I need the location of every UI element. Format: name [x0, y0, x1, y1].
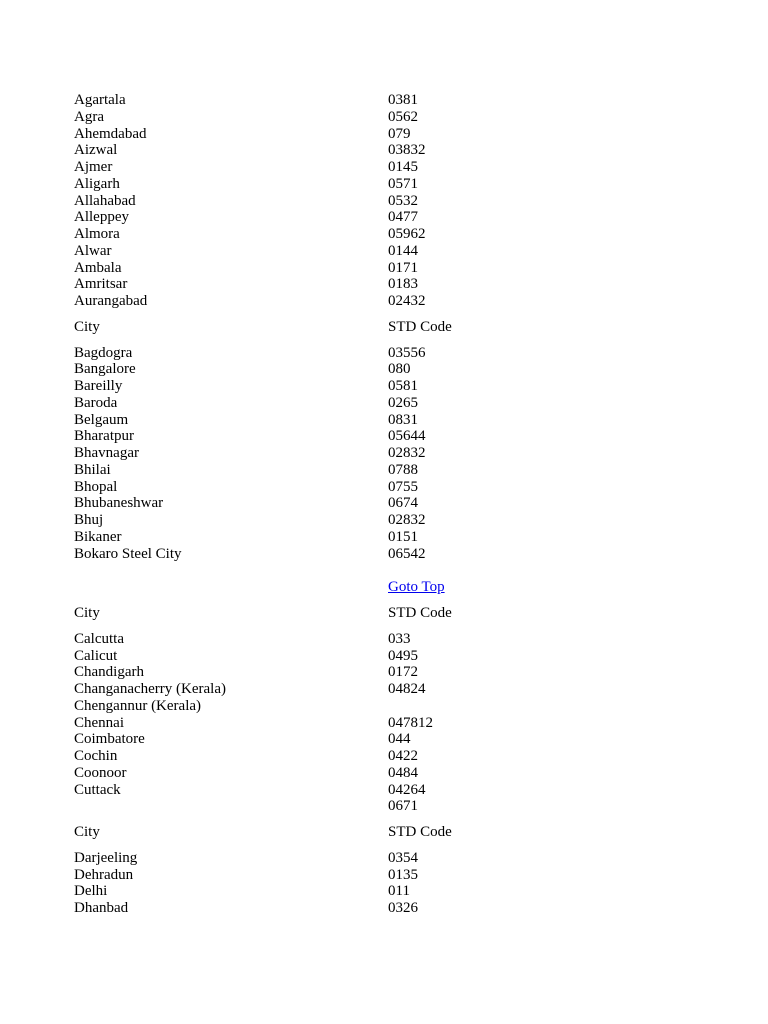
city-name: Dehradun	[74, 866, 134, 883]
section-c-rows	[74, 631, 594, 815]
table-row	[74, 109, 594, 126]
table-row	[74, 243, 594, 260]
city-name: Agra	[74, 108, 104, 125]
city-name: Bhilai	[74, 461, 111, 478]
std-code: 047812	[388, 714, 433, 731]
city-name: Aizwal	[74, 142, 118, 159]
std-code: 0326	[388, 900, 418, 916]
std-code: 0484	[388, 764, 418, 781]
std-code: 03556	[388, 344, 426, 361]
table-row	[74, 715, 594, 732]
std-code: 0422	[388, 748, 418, 764]
std-code: 0151	[388, 528, 418, 545]
std-code-header: STD Code	[388, 605, 452, 621]
table-row	[74, 345, 594, 362]
section-b	[74, 345, 594, 563]
city-name: Cochin	[74, 748, 118, 764]
std-code: 0265	[388, 394, 418, 411]
table-row	[74, 193, 594, 210]
city-name: Amritsar	[74, 276, 128, 293]
std-code: 02832	[388, 512, 426, 528]
city-name: Bhuj	[74, 512, 104, 528]
city-name: Cuttack	[74, 781, 121, 798]
city-name: Bhavnagar	[74, 445, 139, 461]
city-name: Ahemdabad	[74, 125, 147, 142]
table-row	[74, 850, 594, 867]
section-a-rows	[74, 92, 594, 310]
city-name: Almora	[74, 226, 120, 242]
city-name: Coimbatore	[74, 731, 145, 748]
table-row	[74, 176, 594, 193]
table-row	[74, 445, 594, 462]
std-code: 02832	[388, 445, 426, 461]
table-row	[74, 529, 594, 546]
std-code: 0381	[388, 92, 418, 108]
column-header	[74, 605, 594, 622]
table-row	[74, 900, 594, 917]
table-row	[74, 664, 594, 681]
city-name: Ambala	[74, 259, 122, 276]
table-row	[74, 883, 594, 900]
std-code: 0171	[388, 259, 418, 276]
table-row	[74, 378, 594, 395]
std-code: 02432	[388, 293, 426, 309]
city-name: Bhubaneshwar	[74, 495, 164, 512]
std-code: 04264	[388, 781, 426, 798]
std-code: 0532	[388, 192, 418, 209]
section-d	[74, 850, 594, 917]
city-name: Alleppey	[74, 209, 129, 226]
std-code: 05644	[388, 428, 426, 445]
table-row	[74, 92, 594, 109]
std-code: 011	[388, 883, 410, 900]
spacer	[74, 562, 594, 579]
table-row	[74, 293, 594, 310]
std-code: 05962	[388, 226, 426, 242]
std-code: 0755	[388, 478, 418, 495]
std-code: 0477	[388, 209, 418, 226]
city-name: Baroda	[74, 394, 118, 411]
city-name: Changanacherry (Kerala)	[74, 681, 226, 697]
goto-top-row	[74, 579, 594, 596]
city-name: Bharatpur	[74, 428, 134, 445]
std-code: 044	[388, 731, 411, 748]
table-row	[74, 260, 594, 277]
std-code: 0354	[388, 849, 418, 866]
table-row	[74, 648, 594, 665]
std-code: 0674	[388, 495, 418, 512]
table-row	[74, 276, 594, 293]
section-b-rows	[74, 345, 594, 563]
table-row	[74, 512, 594, 529]
std-code	[388, 698, 594, 715]
city-name: Chandigarh	[74, 664, 144, 681]
city-name: Dhanbad	[74, 900, 129, 916]
std-code: 0183	[388, 276, 418, 293]
city-name: Ajmer	[74, 159, 113, 175]
city-name: Chengannur (Kerala)	[74, 697, 202, 714]
std-code: 0562	[388, 108, 418, 125]
std-code: 04824	[388, 681, 426, 697]
city-name: Coonoor	[74, 764, 127, 781]
table-row	[74, 731, 594, 748]
table-row	[74, 412, 594, 429]
table-row	[74, 631, 594, 648]
city-name: Chennai	[74, 714, 124, 731]
std-code: 0495	[388, 647, 418, 664]
std-code: 0144	[388, 242, 418, 259]
city-name: Bikaner	[74, 528, 122, 545]
column-header	[74, 319, 594, 336]
std-code: 0581	[388, 378, 418, 394]
city-header: City	[74, 605, 100, 621]
city-name: Bhopal	[74, 478, 118, 495]
table-row	[74, 361, 594, 378]
city-name: Bareilly	[74, 378, 123, 394]
std-code: 0788	[388, 461, 418, 478]
goto-top-spacer	[74, 579, 388, 596]
std-code: 0135	[388, 866, 418, 883]
table-row	[74, 428, 594, 445]
std-code: 0172	[388, 664, 418, 681]
section-c	[74, 631, 594, 815]
city-header: City	[74, 824, 100, 840]
table-row	[74, 209, 594, 226]
table-row	[74, 681, 594, 698]
city-name: Aligarh	[74, 175, 120, 192]
city-name: Darjeeling	[74, 849, 138, 866]
std-code: 033	[388, 630, 411, 647]
city-name: Bokaro Steel City	[74, 545, 182, 562]
table-row	[74, 867, 594, 884]
std-code: 079	[388, 125, 411, 142]
table-row	[74, 159, 594, 176]
std-code-header: STD Code	[388, 824, 452, 840]
section-a	[74, 92, 594, 310]
table-row	[74, 462, 594, 479]
city-header: City	[74, 318, 100, 335]
table-row	[74, 765, 594, 782]
city-name: Aurangabad	[74, 293, 148, 309]
city-name: Belgaum	[74, 411, 129, 428]
table-row	[74, 226, 594, 243]
column-header	[74, 824, 594, 841]
std-code: 03832	[388, 142, 426, 159]
city-name: Alwar	[74, 242, 112, 259]
table-row	[74, 395, 594, 412]
table-row	[74, 782, 594, 799]
std-code: 0671	[388, 798, 418, 815]
table-row	[74, 142, 594, 159]
std-code-listing	[74, 92, 594, 917]
city-name: Bagdogra	[74, 344, 133, 361]
goto-top-link[interactable]: Goto Top	[388, 579, 445, 596]
city-name: Agartala	[74, 92, 126, 108]
std-code: 0831	[388, 411, 418, 428]
table-row	[74, 479, 594, 496]
city-name: Bangalore	[74, 361, 136, 378]
table-row	[74, 495, 594, 512]
table-row	[74, 798, 594, 815]
city-name: Calicut	[74, 647, 118, 664]
city-name: Delhi	[74, 883, 108, 900]
std-code: 0145	[388, 159, 418, 175]
table-row	[74, 698, 594, 715]
std-code: 080	[388, 361, 411, 378]
city-name: Calcutta	[74, 630, 124, 647]
city-name	[74, 798, 388, 815]
table-row	[74, 126, 594, 143]
section-d-rows	[74, 850, 594, 917]
std-code: 0571	[388, 175, 418, 192]
table-row	[74, 748, 594, 765]
city-name: Allahabad	[74, 192, 136, 209]
std-code-header: STD Code	[388, 318, 452, 335]
std-code: 06542	[388, 545, 426, 562]
table-row	[74, 546, 594, 563]
